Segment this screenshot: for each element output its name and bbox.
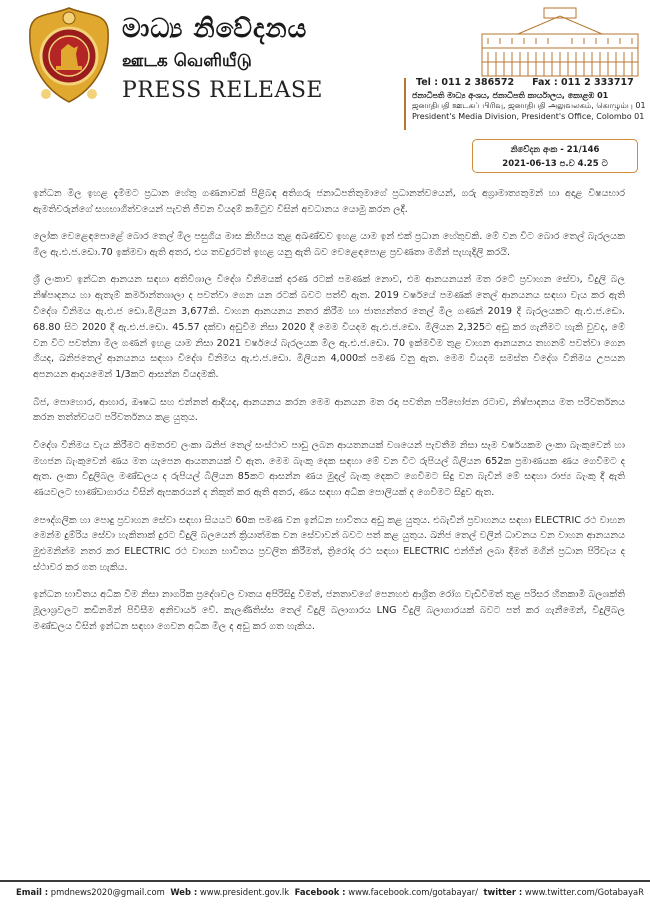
footer-web xyxy=(170,887,289,897)
release-number: නිවේදන අංක - 21/146 xyxy=(510,145,600,155)
footer-twitter xyxy=(484,887,644,897)
paragraph: ඉන්ධන මිල ඉහළ දැමීමට ප්‍රධාන හේතු ගණනාවක් පිළිබඳ අතිගරු ජනාධිපතිතුමාගේ ප්‍රධානත්වයෙන්, ගරු අග්‍රාමාත්‍යතුමන් හා අදාළ විෂයභාර ඇමතිවරුන්ගේ සහභාගිත්වයෙන් පැවති ජීවන වියදම් කමිටුව විසින් අවධානය යොමු කරන ලදී. xyxy=(33,188,625,215)
fax-label: Fax xyxy=(532,77,551,88)
paragraph: පෞද්ගලික හා පොදු ප්‍රවාහන සේවා සඳහා සියයට 60ක පමණ වන ඉන්ධන භාවිතය අඩු කළ යුතුය. එබැවින් ප්‍රවාහනය සඳහා ELECTRIC රථ වාහන මෙන්ම දුම්රිය සේවා හැකිතාක් දුරට විදුලි බලයෙන් ක්‍රියාත්මක වන සේවාවන් බවට පත් කළ යුතුය. ඛනිජ තෙල් වලින් ධාවනය වන වාහන ආනයනය මුළුමනින්ම නතර කර ELECTRIC රථ වාහන භාවිතය ප්‍රවලිත කිරීමත්, ත්‍රිරෝද රථ සඳහා ELECTRIC එන්ජින් ලබා දීමත් මගින් ප්‍රධාන පිරිවැය ද ස්ථාවර කර ගත හැකිය. xyxy=(33,514,625,573)
web-link[interactable]: www.president.gov.lk xyxy=(199,887,290,897)
footer-email xyxy=(16,887,165,897)
address-tamil: ஜனாதிபதி ஊடகப் பிரிவு, ஜனாதிபதி அலுவலகம், கொழும்பு 01 xyxy=(412,101,646,110)
sri-lanka-emblem-icon xyxy=(26,6,112,104)
masthead-titles xyxy=(122,14,323,104)
contact-block xyxy=(412,78,644,122)
paragraph: බීජ, පොහොර, ආහාර, ඖෂධ සහ එන්නත් ආදියද, ආනයනය කරන මෙම ආනයන මත රඳා පවතින පරිභෝජන රටාව, නිෂ්පාදනය මත පරිවර්තනය කරන තත්ත්වයට පරිවර්තනය කළ යුතුය. xyxy=(33,396,625,424)
twitter-label: twitter : xyxy=(483,887,523,897)
tel-label: Tel xyxy=(416,77,431,88)
fax-value: : 011 2 333717 xyxy=(553,77,634,88)
release-datetime: 2021-06-13 ප.ව 4.25 ට xyxy=(502,159,608,169)
title-sinhala: මාධ්‍ය නිවේදනය xyxy=(122,14,308,44)
footer-facebook xyxy=(295,887,478,897)
title-english: PRESS RELEASE xyxy=(122,78,323,103)
tel-value: : 011 2 386572 xyxy=(434,77,515,88)
web-label: Web : xyxy=(170,887,198,897)
email-label: Email : xyxy=(16,887,49,897)
title-tamil: ஊடக வெளியீடு xyxy=(122,51,252,71)
twitter-link[interactable]: www.twitter.com/GotabayaR xyxy=(524,887,644,897)
header-divider xyxy=(404,78,406,130)
release-number-box xyxy=(472,139,638,173)
address-english: President's Media Division, President's Office, Colombo 01 xyxy=(412,111,645,121)
fax-info xyxy=(532,78,634,89)
presidents-office-building-icon xyxy=(478,4,642,80)
paragraph: විදේශ විනිමය වැය කිරීමට අමතරව ලංකා ඛනිජ තෙල් සංස්ථාව පාඩු ලබන ආයතනයක් වශයෙන් පැවතීම නිසා සෑම වර්ෂයකම ලංකා බැංකුවෙන් හා මහජන බැංකුවෙන් ණය මත යැපෙන ආයතනයක් වී ඇත. මෙම බැංකු දෙක සඳහා මේ වන විට රුපියල් බිලියන 652ක ප්‍රමාණයක ණය ගෙවීමට ද ඇත. ලංකා විදුලිබල මණ්ඩලය ද රුපියල් බිලියන 85කට ආසන්න ණය මුදල් බැංකු දෙකට ගෙවීමට සිදු වන බැවින් මේ සඳහා රාජ්‍ය බැංකු දී ඇති ණයවලට භාණ්ඩාගාරය විසින් ඇපකරයන් ද නිකුත් කර ඇති අතර, ණය සඳහා අධික පොලියක් ද ගෙවීමට සිදුව ඇත. xyxy=(33,439,625,499)
email-link[interactable]: pmdnews2020@gmail.com xyxy=(50,887,165,897)
footer-divider xyxy=(0,880,650,882)
facebook-link[interactable]: www.facebook.com/gotabayar/ xyxy=(348,887,478,897)
paragraph: ලෝක වෙළෙඳපොළේ බොර තෙල් මිල පසුගිය මාස කිහිපය තුළ අඛණ්ඩව ඉහළ යාම ඉන් එක් ප්‍රධාන හේතුවකි. මේ වන විට බොර තෙල් බැරලයක මිල ඇ.එ.ජ.ඩො.70 ඉක්මවා ඇති අතර, එය තවදුරටත් ඉහළ යනු ඇති බව වෙළෙඳපොළ ප්‍රවණතා මගින් පැහැදිලි කරයි. xyxy=(33,231,625,258)
paragraph: ඉන්ධන භාවිතය අධික වීම නිසා නාගරික ප්‍රදේශවල වාතය අපිරිසිදු වීමත්, ජනතාවගේ පෙනහළු ආශ්‍රිත රෝග වැඩිවීමත් තුළ පරිසර හිතකාමී බලශක්ති මූලාශ්‍රවලට කඩිනමින් පිවිසීම අනිවාර්ය වේ. කැලණිතිස්ස තෙල් විදුලි බලාගාරය LNG විදුලි බලාගාරයක් බවට පත් කර ගැනීමෙන්, විදුලිබල මණ්ඩලය විසින් ඉන්ධන සඳහා ගෙවන අධික මිල ද අඩු කර ගත හැකිය. xyxy=(33,589,625,632)
footer-contacts xyxy=(16,887,644,897)
tel-info xyxy=(416,78,514,89)
press-release-body xyxy=(33,186,625,646)
address-sinhala: ජනාධිපති මාධ්‍ය අංශය, ජනාධිපති කාර්යාලය, කොළඹ 01 xyxy=(412,90,609,100)
paragraph: ශ්‍රී ලංකාව ඉන්ධන ආනයන සඳහා අතිවිශාල විදේශ විනිමයක් දරණ රටක් පමණක් නොව, එම ආනයනයන් මත රටේ ප්‍රවාහන සේවා, විදුලි බල නිෂ්පාදනය හා ඇතැම් කර්මාන්තශාලා ද පවත්වා ගෙන යන රටක් බවට පත්වී ඇත. 2019 වර්ෂයේ පමණක් තෙල් ආනයනය සඳහා වැය කර ඇති විදේශ විනිමය ඇ.එ.ජ ඩො.මිලියන 3,677කි. වාහන ආනයනය නතර කිරීම හා ජාත්‍යන්තර තෙල් මිල ගණන් 2019 දී බැරලයකට ඇ.එ.ජ.ඩො. 68.80 සිට 2020 දී ඇ.එ.ජ.ඩො. 45.57 දක්වා අඩුවීම නිසා 2020 දී මෙම වියදම ඇ.එ.ජ.ඩො. මිලියන 2,325ට අඩු කර ගැනීමට හැකි වුවද, මේ වන විට පවත්නා මිල ගණන් ඉහළ යාම නිසා 2021 වර්ෂයේ බැරලයක මිල ඇ.එ.ජ.ඩො. 70 ඉක්මවීම තුළ වාහන ආනයනය තහනම් පවත්වා ගෙන ගියද, ඛනිජතෙල් ආනයනය සඳහා විදේශ විනිමය ඇ.එ.ජ.ඩො. මිලියන 4,000ක් පමණ වනු ඇත. මෙම වියදම සමස්ත විදේශ විනිමය උපයන අපනයන ආදායමෙන් 1/3කට ආසන්න වියදමකි. xyxy=(33,274,625,381)
facebook-label: Facebook : xyxy=(294,887,346,897)
